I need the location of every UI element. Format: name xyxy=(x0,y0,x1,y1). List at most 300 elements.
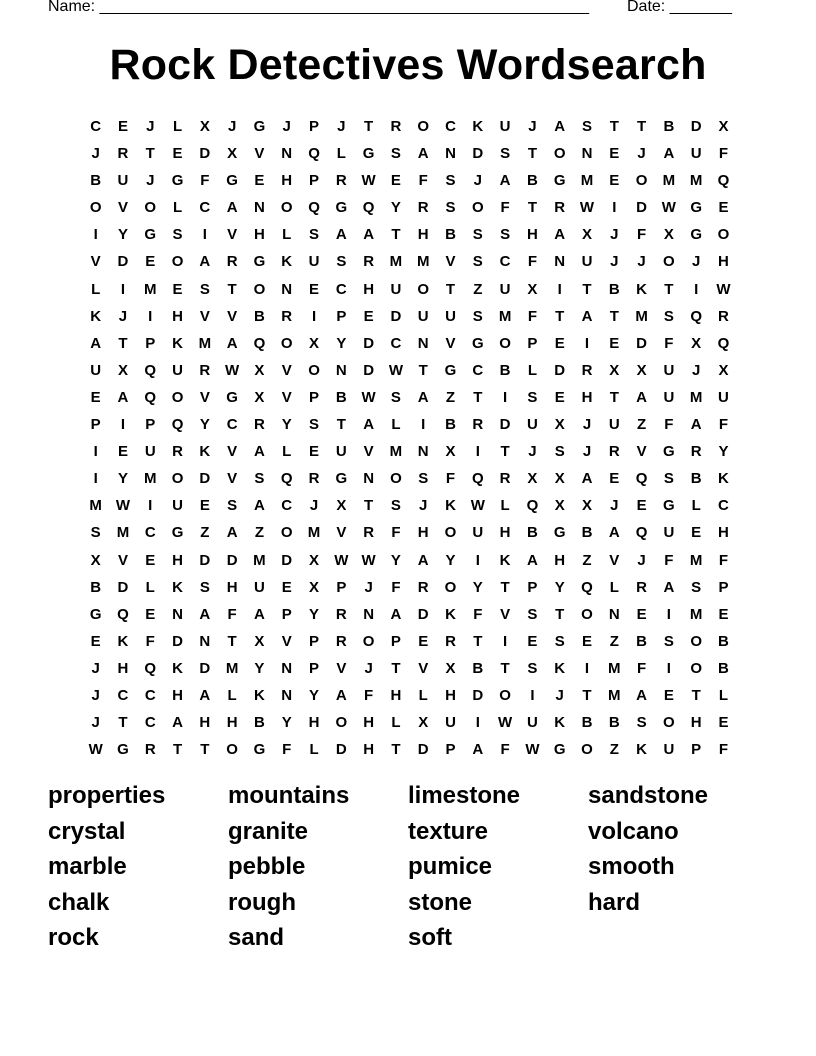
grid-letter[interactable]: L xyxy=(391,416,401,434)
grid-letter[interactable]: D xyxy=(363,361,375,379)
grid-letter[interactable]: F xyxy=(445,470,456,488)
grid-letter[interactable]: E xyxy=(90,632,101,650)
grid-letter[interactable]: Y xyxy=(117,470,128,488)
grid-letter[interactable]: T xyxy=(391,226,401,244)
grid-letter[interactable]: U xyxy=(445,307,456,325)
grid-letter[interactable]: P xyxy=(145,416,156,434)
grid-letter[interactable]: S xyxy=(527,659,538,677)
grid-letter[interactable]: A xyxy=(581,470,593,488)
grid-letter[interactable]: S xyxy=(472,307,483,325)
grid-letter[interactable]: K xyxy=(499,551,511,569)
grid-letter[interactable]: A xyxy=(199,253,211,271)
grid-letter[interactable]: V xyxy=(363,443,374,461)
grid-letter[interactable]: Q xyxy=(308,145,320,163)
grid-letter[interactable]: S xyxy=(663,632,674,650)
grid-letter[interactable]: U xyxy=(172,361,183,379)
grid-letter[interactable]: M xyxy=(689,388,703,406)
grid-letter[interactable]: E xyxy=(718,714,729,732)
grid-letter[interactable]: F xyxy=(637,659,647,677)
grid-letter[interactable]: I xyxy=(503,388,508,406)
grid-letter[interactable]: J xyxy=(419,497,428,515)
grid-letter[interactable]: Z xyxy=(200,524,210,542)
grid-letter[interactable]: Y xyxy=(336,334,347,352)
grid-letter[interactable]: O xyxy=(444,524,457,542)
grid-letter[interactable]: F xyxy=(664,334,674,352)
grid-letter[interactable]: Y xyxy=(281,416,292,434)
grid-letter[interactable]: A xyxy=(499,172,511,190)
grid-letter[interactable]: J xyxy=(528,443,537,461)
grid-letter[interactable]: W xyxy=(525,741,540,759)
grid-letter[interactable]: G xyxy=(553,741,566,759)
grid-letter[interactable]: A xyxy=(526,551,538,569)
grid-letter[interactable]: Y xyxy=(472,578,483,596)
grid-letter[interactable]: R xyxy=(226,253,238,271)
grid-letter[interactable]: X xyxy=(445,443,456,461)
grid-letter[interactable]: J xyxy=(637,145,646,163)
grid-letter[interactable]: X xyxy=(445,659,456,677)
grid-letter[interactable]: T xyxy=(473,388,483,406)
grid-letter[interactable]: V xyxy=(227,226,238,244)
grid-letter[interactable]: T xyxy=(418,361,428,379)
grid-letter[interactable]: A xyxy=(90,334,102,352)
grid-letter[interactable]: A xyxy=(417,145,429,163)
grid-letter[interactable]: N xyxy=(417,334,429,352)
grid-letter[interactable]: B xyxy=(526,524,538,542)
grid-letter[interactable]: A xyxy=(608,524,620,542)
grid-letter[interactable]: X xyxy=(90,551,101,569)
grid-letter[interactable]: B xyxy=(335,388,347,406)
grid-letter[interactable]: E xyxy=(199,497,210,515)
grid-letter[interactable]: O xyxy=(171,253,184,271)
grid-letter[interactable]: E xyxy=(609,172,620,190)
grid-letter[interactable]: D xyxy=(199,551,211,569)
grid-letter[interactable]: Q xyxy=(253,334,266,352)
grid-letter[interactable]: H xyxy=(254,226,265,244)
grid-letter[interactable]: I xyxy=(120,280,126,298)
grid-letter[interactable]: A xyxy=(226,334,238,352)
grid-letter[interactable]: Q xyxy=(117,605,129,623)
grid-letter[interactable]: Y xyxy=(445,551,456,569)
grid-letter[interactable]: A xyxy=(117,388,129,406)
grid-letter[interactable]: M xyxy=(498,307,512,325)
grid-letter[interactable]: N xyxy=(363,470,375,488)
grid-letter[interactable]: F xyxy=(637,226,647,244)
grid-letter[interactable]: L xyxy=(172,118,183,135)
grid-letter[interactable]: E xyxy=(609,145,620,163)
grid-letter[interactable]: E xyxy=(172,280,183,298)
grid-letter[interactable]: A xyxy=(636,388,647,406)
grid-letter[interactable]: B xyxy=(499,361,511,379)
grid-letter[interactable]: M xyxy=(253,551,266,569)
grid-letter[interactable]: U xyxy=(663,361,675,379)
grid-letter[interactable]: B xyxy=(254,307,265,325)
grid-letter[interactable]: X xyxy=(609,361,620,379)
grid-letter[interactable]: K xyxy=(472,118,484,135)
grid-letter[interactable]: E xyxy=(145,253,156,271)
grid-letter[interactable]: T xyxy=(336,416,346,434)
grid-letter[interactable]: Y xyxy=(554,578,565,596)
grid-letter[interactable]: C xyxy=(90,118,102,135)
grid-letter[interactable]: S xyxy=(90,524,101,542)
grid-letter[interactable]: F xyxy=(391,578,401,596)
grid-letter[interactable]: P xyxy=(691,741,702,759)
grid-letter[interactable]: L xyxy=(227,686,237,704)
grid-letter[interactable]: I xyxy=(93,226,98,244)
grid-letter[interactable]: U xyxy=(117,172,129,190)
grid-letter[interactable]: H xyxy=(363,280,375,298)
grid-letter[interactable]: L xyxy=(172,199,183,217)
grid-letter[interactable]: O xyxy=(471,199,484,217)
grid-letter[interactable]: T xyxy=(391,659,401,677)
grid-letter[interactable]: H xyxy=(417,524,429,542)
grid-letter[interactable]: O xyxy=(144,199,157,217)
grid-letter[interactable]: G xyxy=(444,361,457,379)
grid-letter[interactable]: F xyxy=(473,605,483,623)
grid-letter[interactable]: J xyxy=(610,497,619,515)
grid-letter[interactable]: U xyxy=(499,118,511,135)
grid-letter[interactable]: X xyxy=(581,226,592,244)
grid-letter[interactable]: O xyxy=(581,605,593,623)
grid-letter[interactable]: C xyxy=(117,686,129,704)
grid-letter[interactable]: G xyxy=(226,388,238,406)
grid-letter[interactable]: I xyxy=(584,334,590,352)
grid-letter[interactable]: Q xyxy=(690,307,703,325)
grid-letter[interactable]: U xyxy=(526,714,538,732)
grid-letter[interactable]: D xyxy=(417,605,429,623)
grid-letter[interactable]: M xyxy=(608,686,621,704)
grid-letter[interactable]: Q xyxy=(308,199,320,217)
grid-letter[interactable]: T xyxy=(582,686,592,704)
grid-letter[interactable]: T xyxy=(145,145,155,163)
grid-letter[interactable]: C xyxy=(472,361,484,379)
grid-letter[interactable]: E xyxy=(117,443,128,461)
grid-letter[interactable]: K xyxy=(199,443,211,461)
grid-letter[interactable]: H xyxy=(226,714,238,732)
grid-letter[interactable]: U xyxy=(663,524,675,542)
grid-letter[interactable]: M xyxy=(143,470,157,488)
grid-letter[interactable]: T xyxy=(609,307,619,325)
grid-letter[interactable]: C xyxy=(226,416,238,434)
grid-letter[interactable]: F xyxy=(364,686,374,704)
grid-letter[interactable]: Q xyxy=(717,172,730,190)
grid-letter[interactable]: P xyxy=(309,118,320,135)
grid-letter[interactable]: S xyxy=(500,145,511,163)
grid-letter[interactable]: L xyxy=(145,578,155,596)
grid-letter[interactable]: J xyxy=(692,253,701,271)
grid-letter[interactable]: R xyxy=(281,307,293,325)
grid-letter[interactable]: K xyxy=(172,578,183,596)
grid-letter[interactable]: H xyxy=(554,551,566,569)
grid-letter[interactable]: P xyxy=(145,334,156,352)
grid-letter[interactable]: B xyxy=(526,172,538,190)
grid-letter[interactable]: O xyxy=(663,714,675,732)
grid-letter[interactable]: J xyxy=(364,659,373,677)
grid-letter[interactable]: E xyxy=(718,199,729,217)
grid-letter[interactable]: X xyxy=(554,416,565,434)
grid-letter[interactable]: E xyxy=(90,388,101,406)
grid-letter[interactable]: I xyxy=(612,199,617,217)
grid-letter[interactable]: F xyxy=(227,605,237,623)
grid-letter[interactable]: M xyxy=(689,605,703,623)
grid-letter[interactable]: X xyxy=(581,497,592,515)
grid-letter[interactable]: U xyxy=(90,361,102,379)
grid-letter[interactable]: S xyxy=(472,253,483,271)
grid-letter[interactable]: Z xyxy=(609,632,619,650)
grid-letter[interactable]: X xyxy=(554,470,565,488)
grid-letter[interactable]: A xyxy=(335,686,347,704)
grid-letter[interactable]: A xyxy=(417,388,429,406)
grid-letter[interactable]: S xyxy=(554,443,565,461)
grid-letter[interactable]: H xyxy=(363,741,375,759)
grid-letter[interactable]: F xyxy=(664,416,674,434)
grid-letter[interactable]: H xyxy=(390,686,402,704)
grid-letter[interactable]: P xyxy=(336,307,347,325)
grid-letter[interactable]: W xyxy=(661,199,676,217)
grid-letter[interactable]: B xyxy=(608,280,620,298)
grid-letter[interactable]: P xyxy=(336,578,347,596)
grid-letter[interactable]: D xyxy=(472,145,484,163)
grid-letter[interactable]: J xyxy=(582,443,592,461)
grid-letter[interactable]: X xyxy=(117,361,128,379)
grid-letter[interactable]: T xyxy=(500,578,510,596)
grid-letter[interactable]: Y xyxy=(281,714,292,732)
grid-letter[interactable]: U xyxy=(335,443,347,461)
grid-letter[interactable]: R xyxy=(335,172,347,190)
grid-letter[interactable]: T xyxy=(227,280,237,298)
grid-letter[interactable]: L xyxy=(500,497,510,515)
grid-letter[interactable]: S xyxy=(636,714,647,732)
grid-letter[interactable]: G xyxy=(335,470,348,488)
grid-letter[interactable]: H xyxy=(581,388,593,406)
grid-letter[interactable]: X xyxy=(254,632,265,650)
grid-letter[interactable]: H xyxy=(363,714,375,732)
grid-letter[interactable]: F xyxy=(664,551,674,569)
grid-letter[interactable]: B xyxy=(718,632,729,650)
grid-letter[interactable]: Q xyxy=(471,470,484,488)
grid-letter[interactable]: M xyxy=(307,524,321,542)
grid-letter[interactable]: O xyxy=(253,280,266,298)
grid-letter[interactable]: C xyxy=(718,497,729,515)
grid-letter[interactable]: I xyxy=(475,714,480,732)
grid-letter[interactable]: W xyxy=(88,741,103,759)
grid-letter[interactable]: X xyxy=(718,118,729,135)
grid-letter[interactable]: H xyxy=(445,686,456,704)
grid-letter[interactable]: E xyxy=(527,632,538,650)
grid-letter[interactable]: V xyxy=(227,443,238,461)
grid-letter[interactable]: E xyxy=(554,388,565,406)
grid-letter[interactable]: A xyxy=(581,307,593,325)
grid-letter[interactable]: E xyxy=(718,605,729,623)
grid-letter[interactable]: I xyxy=(202,226,207,244)
grid-letter[interactable]: K xyxy=(117,632,129,650)
grid-letter[interactable]: O xyxy=(499,334,511,352)
grid-letter[interactable]: Z xyxy=(473,280,483,298)
grid-letter[interactable]: U xyxy=(308,253,320,271)
grid-letter[interactable]: T xyxy=(527,145,537,163)
grid-letter[interactable]: E xyxy=(636,497,647,515)
grid-letter[interactable]: A xyxy=(172,714,183,732)
grid-letter[interactable]: N xyxy=(199,632,211,650)
grid-letter[interactable]: C xyxy=(144,714,156,732)
grid-letter[interactable]: P xyxy=(309,388,320,406)
grid-letter[interactable]: V xyxy=(445,334,456,352)
grid-letter[interactable]: M xyxy=(389,443,403,461)
grid-letter[interactable]: B xyxy=(90,578,102,596)
grid-letter[interactable]: E xyxy=(254,172,265,190)
grid-letter[interactable]: S xyxy=(390,145,401,163)
grid-letter[interactable]: C xyxy=(144,524,156,542)
grid-letter[interactable]: C xyxy=(335,280,347,298)
grid-letter[interactable]: V xyxy=(117,551,128,569)
grid-letter[interactable]: M xyxy=(89,497,102,515)
grid-letter[interactable]: M xyxy=(580,172,594,190)
grid-letter[interactable]: N xyxy=(281,280,293,298)
grid-letter[interactable]: Q xyxy=(144,659,157,677)
grid-letter[interactable]: Y xyxy=(117,226,128,244)
grid-letter[interactable]: V xyxy=(281,388,292,406)
grid-letter[interactable]: W xyxy=(361,388,376,406)
grid-letter[interactable]: V xyxy=(500,605,511,623)
grid-letter[interactable]: F xyxy=(718,416,729,434)
grid-letter[interactable]: P xyxy=(718,578,729,596)
grid-letter[interactable]: K xyxy=(90,307,102,325)
grid-letter[interactable]: X xyxy=(336,497,347,515)
grid-letter[interactable]: G xyxy=(471,334,484,352)
grid-letter[interactable]: H xyxy=(226,578,238,596)
grid-letter[interactable]: Q xyxy=(526,497,539,515)
grid-letter[interactable]: H xyxy=(417,226,429,244)
grid-letter[interactable]: D xyxy=(199,145,211,163)
grid-letter[interactable]: A xyxy=(390,605,402,623)
grid-letter[interactable]: V xyxy=(281,632,292,650)
grid-letter[interactable]: B xyxy=(445,226,456,244)
grid-letter[interactable]: Y xyxy=(309,605,320,623)
grid-letter[interactable]: R xyxy=(308,470,320,488)
grid-letter[interactable]: H xyxy=(718,524,729,542)
grid-letter[interactable]: Q xyxy=(280,470,293,488)
grid-letter[interactable]: H xyxy=(172,551,183,569)
grid-letter[interactable]: E xyxy=(145,551,156,569)
grid-letter[interactable]: S xyxy=(309,226,320,244)
grid-letter[interactable]: J xyxy=(473,172,482,190)
grid-letter[interactable]: N xyxy=(281,659,293,677)
grid-letter[interactable]: B xyxy=(581,524,593,542)
grid-letter[interactable]: R xyxy=(363,253,375,271)
grid-letter[interactable]: V xyxy=(336,659,347,677)
grid-letter[interactable]: U xyxy=(144,443,156,461)
grid-letter[interactable]: E xyxy=(581,632,592,650)
grid-letter[interactable]: S xyxy=(663,470,674,488)
grid-letter[interactable]: O xyxy=(308,361,320,379)
grid-letter[interactable]: A xyxy=(363,226,375,244)
grid-letter[interactable]: K xyxy=(718,470,729,488)
grid-letter[interactable]: U xyxy=(526,416,538,434)
grid-letter[interactable]: S xyxy=(445,172,456,190)
grid-letter[interactable]: P xyxy=(527,334,538,352)
grid-letter[interactable]: K xyxy=(172,334,183,352)
grid-letter[interactable]: C xyxy=(499,253,511,271)
grid-letter[interactable]: A xyxy=(554,118,566,135)
grid-letter[interactable]: O xyxy=(690,659,703,677)
grid-letter[interactable]: D xyxy=(335,741,347,759)
grid-letter[interactable]: S xyxy=(390,497,401,515)
grid-letter[interactable]: O xyxy=(335,714,348,732)
grid-letter[interactable]: T xyxy=(555,307,565,325)
grid-letter[interactable]: V xyxy=(227,307,238,325)
grid-letter[interactable]: T xyxy=(118,714,128,732)
grid-letter[interactable]: X xyxy=(663,226,674,244)
grid-letter[interactable]: U xyxy=(608,416,620,434)
grid-letter[interactable]: R xyxy=(254,416,265,434)
grid-letter[interactable]: X xyxy=(254,361,265,379)
grid-letter[interactable]: F xyxy=(718,741,729,759)
grid-letter[interactable]: E xyxy=(609,470,620,488)
grid-letter[interactable]: V xyxy=(609,551,620,569)
grid-letter[interactable]: C xyxy=(144,686,156,704)
name-field[interactable]: Name: _______________________________________________________ xyxy=(48,0,589,15)
grid-letter[interactable]: X xyxy=(691,334,702,352)
grid-letter[interactable]: G xyxy=(362,145,375,163)
grid-letter[interactable]: L xyxy=(418,686,428,704)
grid-letter[interactable]: N xyxy=(281,145,293,163)
grid-letter[interactable]: H xyxy=(499,524,511,542)
grid-letter[interactable]: T xyxy=(391,741,401,759)
grid-letter[interactable]: W xyxy=(498,714,513,732)
grid-letter[interactable]: S xyxy=(445,199,456,217)
grid-letter[interactable]: G xyxy=(335,199,348,217)
grid-letter[interactable]: Z xyxy=(637,416,647,434)
grid-letter[interactable]: I xyxy=(148,307,153,325)
grid-letter[interactable]: G xyxy=(253,741,266,759)
grid-letter[interactable]: T xyxy=(118,334,128,352)
grid-letter[interactable]: N xyxy=(335,361,347,379)
grid-letter[interactable]: B xyxy=(90,172,102,190)
grid-letter[interactable]: M xyxy=(662,172,676,190)
grid-letter[interactable]: E xyxy=(554,334,565,352)
grid-letter[interactable]: K xyxy=(554,659,566,677)
grid-letter[interactable]: V xyxy=(281,361,292,379)
grid-letter[interactable]: R xyxy=(636,578,647,596)
grid-letter[interactable]: H xyxy=(526,226,538,244)
grid-letter[interactable]: F xyxy=(391,524,401,542)
grid-letter[interactable]: J xyxy=(555,686,564,704)
grid-letter[interactable]: D xyxy=(636,334,647,352)
grid-letter[interactable]: G xyxy=(89,605,102,623)
grid-letter[interactable]: J xyxy=(528,118,537,135)
grid-letter[interactable]: I xyxy=(120,416,126,434)
grid-letter[interactable]: M xyxy=(225,659,239,677)
grid-letter[interactable]: J xyxy=(146,172,155,190)
grid-letter[interactable]: S xyxy=(581,118,592,135)
grid-letter[interactable]: H xyxy=(117,659,129,677)
grid-letter[interactable]: Q xyxy=(581,578,593,596)
grid-letter[interactable]: W xyxy=(716,280,731,298)
grid-letter[interactable]: Y xyxy=(199,416,210,434)
grid-letter[interactable]: L xyxy=(309,741,319,759)
grid-letter[interactable]: W xyxy=(388,361,403,379)
grid-letter[interactable]: G xyxy=(553,524,566,542)
grid-letter[interactable]: N xyxy=(581,145,593,163)
grid-letter[interactable]: T xyxy=(473,632,483,650)
grid-letter[interactable]: A xyxy=(663,145,675,163)
grid-letter[interactable]: D xyxy=(499,416,511,434)
grid-letter[interactable]: H xyxy=(308,714,320,732)
grid-letter[interactable]: I xyxy=(475,551,480,569)
grid-letter[interactable]: T xyxy=(664,280,674,298)
grid-letter[interactable]: E xyxy=(636,605,647,623)
grid-letter[interactable]: A xyxy=(226,524,238,542)
grid-letter[interactable]: Q xyxy=(362,199,375,217)
